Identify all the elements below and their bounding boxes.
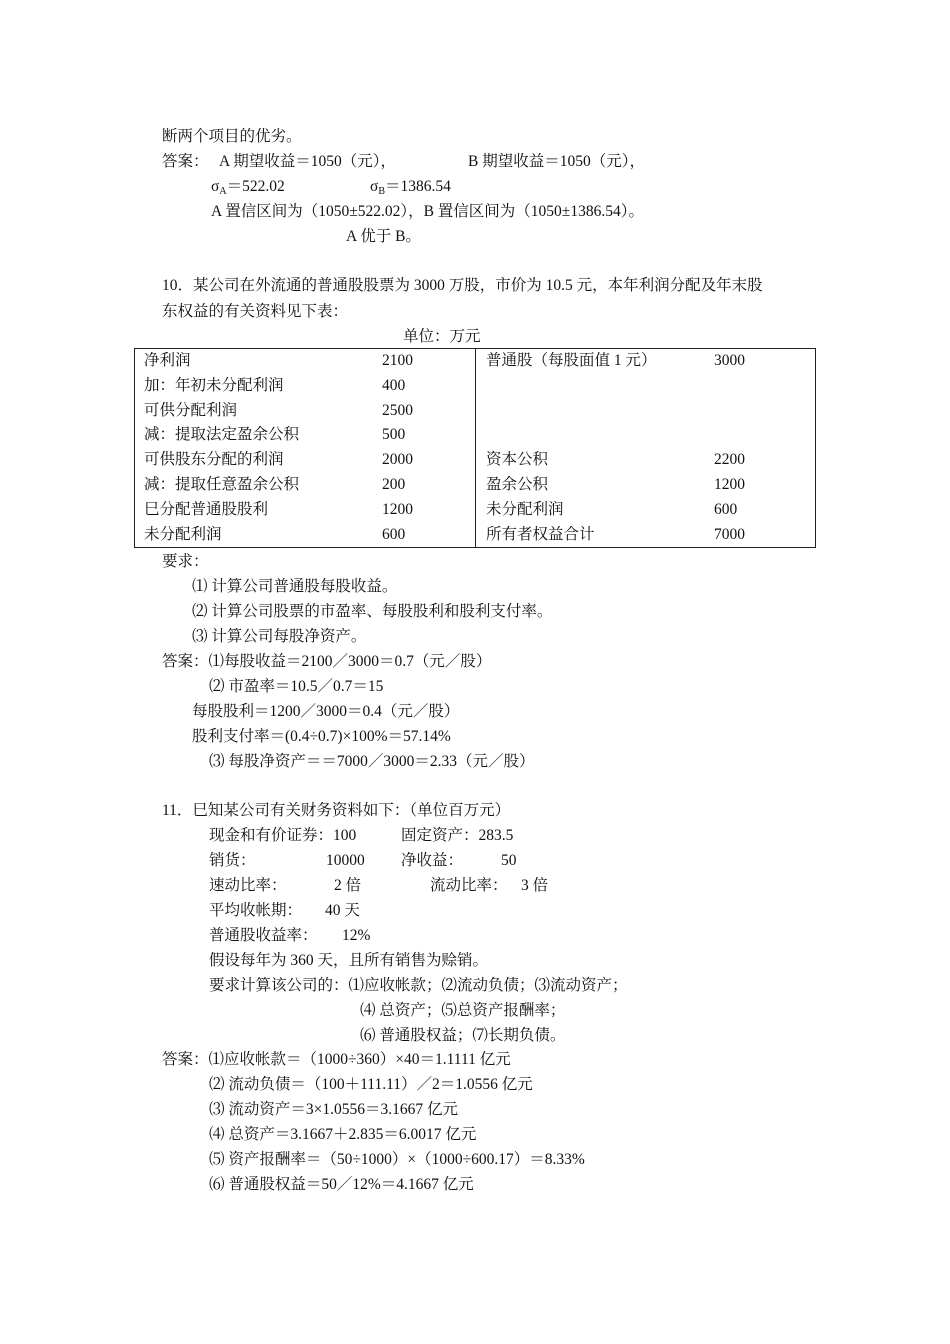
q11-fixed: 固定资产：283.5: [401, 827, 514, 844]
q10-line1: 10．某公司在外流通的普通股股票为 3000 万股，市价为 10.5 元，本年利润分配及年末股: [162, 277, 763, 294]
table-cell: 可供分配利润: [144, 401, 238, 419]
q11-req1: 要求计算该公司的：⑴应收帐款；⑵流动负债；⑶流动资产；: [209, 977, 628, 994]
table-cell: 未分配利润: [144, 525, 222, 543]
table-cell: 2000: [382, 451, 413, 469]
table-cell: 400: [382, 376, 406, 394]
table-cell: 可供股东分配的利润: [144, 451, 284, 469]
q11-net-label: 净收益：: [401, 852, 464, 869]
table-cell: 减：提取任意盈余公积: [144, 475, 300, 493]
q10-req2: ⑵ 计算公司股票的市盈率、每股股利和股利支付率。: [192, 603, 553, 620]
table-cell: [714, 399, 816, 424]
q11-quick-value: 2 倍: [334, 877, 362, 894]
table-cell: [714, 374, 816, 399]
q9-conclusion: A 优于 B。: [346, 228, 421, 245]
q9-a-expected: A 期望收益＝1050（元），: [219, 153, 396, 170]
table-cell: 500: [382, 426, 406, 444]
q9-confidence: A 置信区间为（1050±522.02），B 置信区间为（1050±1386.54）。: [211, 203, 644, 220]
table-row: [135, 399, 816, 424]
table-cell: 净利润: [144, 352, 191, 369]
table-cell: [476, 423, 715, 448]
q10-ans3: 每股股利＝1200／3000＝0.4（元／股）: [192, 703, 460, 720]
table-cell: 未分配利润: [476, 498, 715, 523]
q11-collection-label: 平均收帐期：: [209, 902, 303, 919]
q11-roe-value: 12%: [342, 927, 371, 944]
q10-ans4: 股利支付率＝(0.4÷0.7)×100%＝57.14%: [192, 728, 451, 745]
q11-req3: ⑹ 普通股权益；⑺长期负债。: [360, 1027, 566, 1044]
q11-ans3: ⑶ 流动资产＝3×1.0556＝3.1667 亿元: [209, 1101, 458, 1118]
table-cell: 所有者权益合计: [476, 523, 715, 548]
q11-title: 11．巳知某公司有关财务资料如下：（单位百万元）: [162, 802, 511, 819]
table-cell: 1200: [714, 475, 745, 493]
q11-current-value: 3 倍: [521, 877, 549, 894]
table-row: [135, 473, 816, 498]
q9-intro-tail: 断两个项目的优劣。: [162, 128, 302, 145]
financial-table: [134, 348, 816, 548]
q9-sigma-a: $\sigma_A=522.02$: [211, 178, 285, 197]
q11-ans2: ⑵ 流动负债＝（100＋111.11）／2＝1.0556 亿元: [209, 1076, 533, 1093]
q11-cash: 现金和有价证券：100: [209, 827, 357, 844]
q11-quick-label: 速动比率：: [209, 877, 287, 894]
q11-ans4: ⑷ 总资产＝3.1667＋2.835＝6.0017 亿元: [209, 1126, 477, 1143]
q10-unit: 单位：万元: [403, 328, 481, 345]
table-cell: 2100: [382, 352, 413, 369]
q11-sales-label: 销货：: [209, 852, 256, 869]
q9-sigma-b: $\sigma_B=1386.54$: [370, 178, 451, 197]
q11-collection-value: 40 天: [325, 902, 360, 919]
q10-ans2: ⑵ 市盈率＝10.5／0.7＝15: [209, 678, 384, 695]
q11-ans1: 答案：⑴应收帐款＝（1000÷360）×40＝1.1111 亿元: [162, 1051, 511, 1068]
table-row: [135, 374, 816, 399]
table-cell: 加：年初未分配利润: [144, 376, 284, 394]
q11-ans6: ⑹ 普通股权益＝50／12%＝4.1667 亿元: [209, 1176, 474, 1193]
table-row: [135, 423, 816, 448]
table-row: [135, 498, 816, 523]
table-cell: 1200: [382, 500, 413, 518]
table-cell: 7000: [714, 525, 745, 543]
table-cell: 600: [714, 500, 738, 518]
q11-net-value: 50: [501, 852, 517, 869]
q10-line2: 东权益的有关资料见下表：: [162, 303, 349, 320]
q11-sales-value: 10000: [326, 852, 365, 869]
table-cell: 2200: [714, 451, 745, 469]
q10-ans5: ⑶ 每股净资产＝＝7000／3000＝2.33（元／股）: [209, 753, 535, 770]
q10-req-label: 要求：: [162, 553, 209, 570]
table-cell: [476, 399, 715, 424]
q9-b-expected: B 期望收益＝1050（元），: [468, 153, 645, 170]
table-row: [135, 349, 816, 374]
q10-ans1: 答案：⑴每股收益＝2100／3000＝0.7（元／股）: [162, 653, 492, 670]
q11-assume: 假设每年为 360 天，且所有销售为赊销。: [209, 952, 489, 969]
q11-req2: ⑷ 总资产；⑸总资产报酬率；: [360, 1002, 566, 1019]
table-cell: 2500: [382, 401, 413, 419]
q11-current-label: 流动比率：: [430, 877, 508, 894]
table-cell: 200: [382, 475, 406, 493]
table-cell: 资本公积: [476, 448, 715, 473]
table-cell: 减：提取法定盈余公积: [144, 426, 300, 444]
table-row: [135, 523, 816, 548]
q10-req1: ⑴ 计算公司普通股每股收益。: [192, 578, 398, 595]
table-cell: [476, 374, 715, 399]
q11-ans5: ⑸ 资产报酬率＝（50÷1000）×（1000÷600.17）＝8.33%: [209, 1151, 585, 1168]
table-cell: 盈余公积: [476, 473, 715, 498]
table-cell: 3000: [714, 352, 745, 369]
q9-answer-label: 答案：: [162, 153, 209, 170]
q10-req3: ⑶ 计算公司每股净资产。: [192, 628, 367, 645]
table-row: [135, 448, 816, 473]
table-cell: [714, 423, 816, 448]
table-cell: 巳分配普通股股利: [144, 500, 269, 518]
table-cell: 600: [382, 525, 406, 543]
q11-roe-label: 普通股收益率：: [209, 927, 318, 944]
table-cell: 普通股（每股面值 1 元）: [476, 349, 715, 374]
